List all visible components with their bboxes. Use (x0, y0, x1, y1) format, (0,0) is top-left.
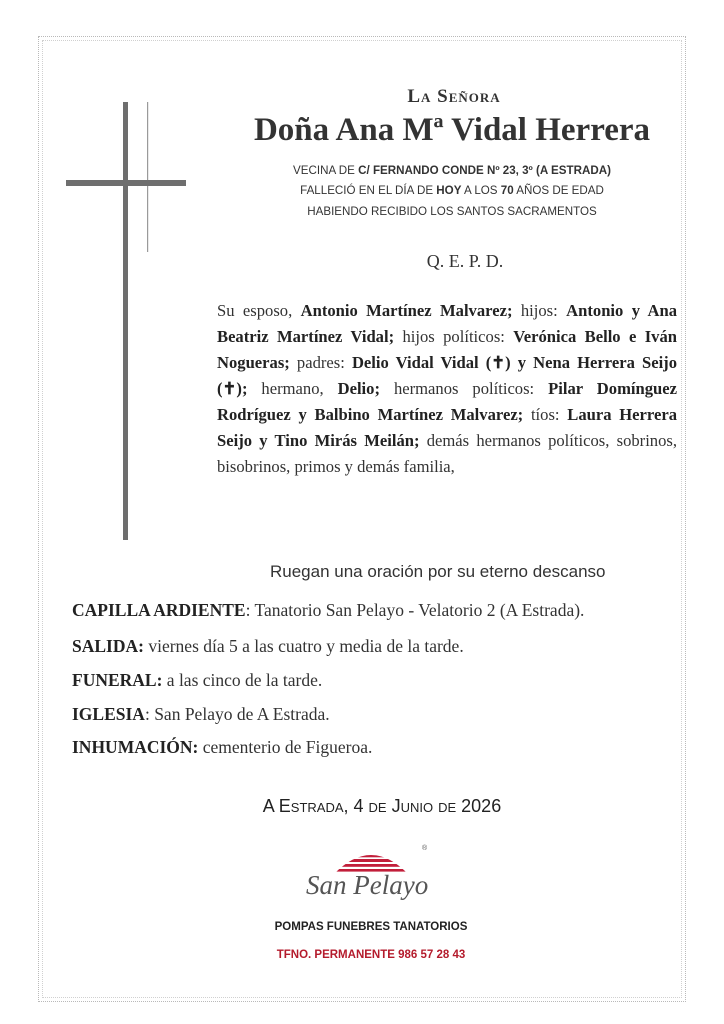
phone-line: TFNO. PERMANENTE 986 57 28 43 (276, 949, 466, 961)
prayer-line: Ruegan una oración por su eterno descanso (270, 562, 606, 581)
date-line: A Estrada, 4 de Junio de 2026 (262, 796, 502, 816)
qepd: Q. E. P. D. (426, 251, 504, 271)
sacraments-line: HABIENDO RECIBIDO LOS SANTOS SACRAMENTOS (307, 205, 597, 218)
deceased-name: Doña Ana Mª Vidal Herrera (253, 112, 651, 148)
event-iglesia: IGLESIA: San Pelayo de A Estrada. (72, 704, 330, 724)
event-inhumacion: INHUMACIÓN: cementerio de Figueroa. (72, 737, 373, 757)
event-capilla: CAPILLA ARDIENTE: Tanatorio San Pelayo - Velatorio 2 (A Estrada). (72, 600, 585, 620)
la-senora-heading: La Señora (407, 86, 501, 107)
event-funeral: FUNERAL: a las cinco de la tarde. (72, 670, 323, 690)
death-line: FALLECIÓ EN EL DÍA DE HOY A LOS 70 AÑOS DE EDAD (300, 184, 604, 197)
event-salida: SALIDA: viernes día 5 a las cuatro y media de la tarde. (72, 636, 464, 656)
san-pelayo-logo (298, 838, 444, 910)
family-paragraph: Su esposo, Antonio Martínez Malvarez; hijos: Antonio y Ana Beatriz Martínez Vidal; hijos políticos: Verónica Bello e Iván Nogueras; padres: Delio Vidal Vidal (✝) y Nena Herrera Seijo (✝); hermano, Delio; hermanos políticos: Pilar Domínguez Rodríguez y Balbino Martínez Malvarez; tíos: Laura Herrera Seijo y Tino Mirás Meilán; demás hermanos políticos, sobrinos, bisobrinos, primos y demás familia, (217, 301, 678, 476)
logo-text: San Pelayo (306, 870, 429, 900)
company-tagline: POMPAS FUNEBRES TANATORIOS (274, 921, 468, 933)
logo-sun-icon (298, 838, 444, 910)
svg-text:®: ® (422, 845, 428, 852)
residence-line: VECINA DE C/ FERNANDO CONDE Nº 23, 3º (A ESTRADA) (293, 164, 611, 177)
